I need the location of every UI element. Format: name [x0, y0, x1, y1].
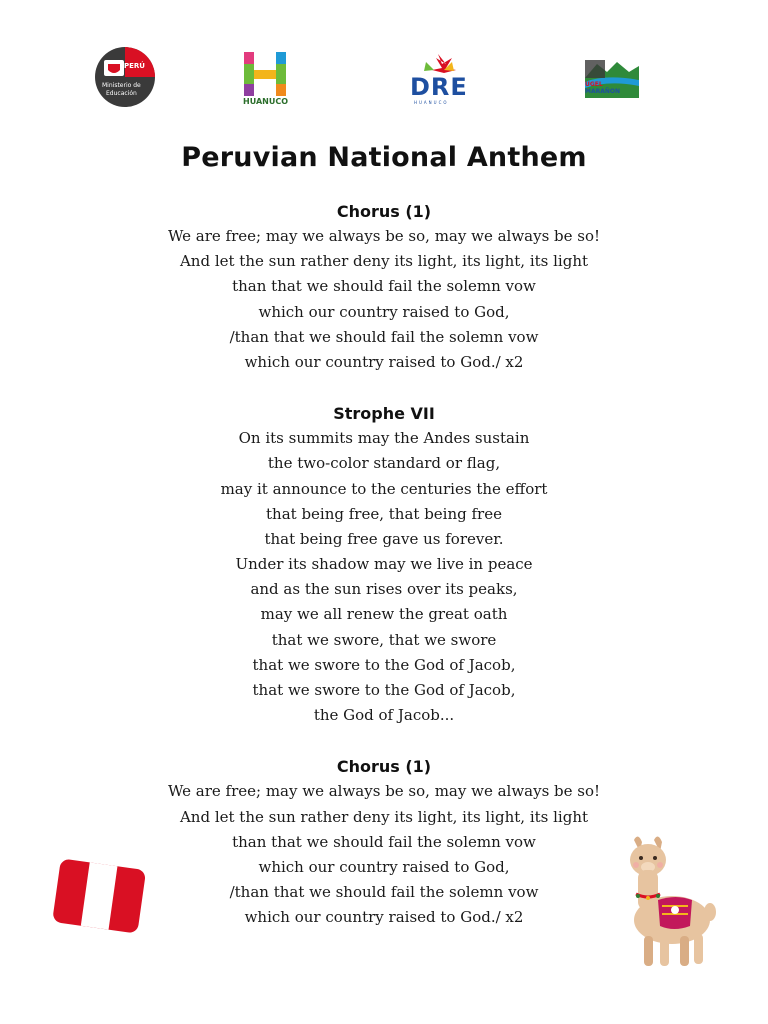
lyric-line: the God of Jacob...: [313, 706, 455, 725]
ugel-logo-text: UGEL: [585, 81, 603, 88]
logo-peru-text: PERÚ: [124, 62, 145, 70]
lyric-line: than that we should fail the solemn vow: [232, 277, 536, 296]
lyric-line: which our country raised to God./ x2: [244, 352, 524, 371]
lyric-line: We are free; may we always be so, may we always be so!: [167, 227, 601, 245]
lyric-line: that we swore, that we swore: [271, 630, 497, 649]
ugel-maranon-logo: [585, 60, 639, 100]
ministerio-educacion-logo: [94, 46, 156, 108]
lyric-line: which our country raised to God,: [258, 302, 510, 321]
llama-illustration: [614, 832, 718, 976]
dre-logo-subtext: HUANUCO: [414, 100, 449, 105]
lyric-line: On its summits may the Andes sustain: [238, 429, 530, 448]
lyric-line: which our country raised to God,: [258, 857, 510, 876]
lyric-line: and as the sun rises over its peaks,: [250, 580, 518, 599]
lyric-line: may it announce to the centuries the effort: [220, 479, 548, 498]
lyric-line: And let the sun rather deny its light, its light, its light: [179, 252, 589, 271]
section-spacer: [0, 728, 768, 754]
lyric-line: Under its shadow may we live in peace: [235, 555, 533, 574]
lyric-line: that being free, that being free: [266, 504, 502, 523]
lyric-line: that we swore to the God of Jacob,: [252, 681, 516, 699]
section-heading: Chorus (1): [336, 757, 432, 777]
maranon-logo-text: MARAÑON: [585, 88, 621, 95]
lyric-line: /than that we should fail the solemn vow: [229, 883, 539, 902]
section-strophe-vii: [0, 401, 768, 728]
section-spacer: [0, 375, 768, 401]
lyric-line: the two-color standard or flag,: [267, 454, 501, 473]
page-title: Peruvian National Anthem: [181, 142, 587, 173]
peru-flag-icon: [50, 856, 148, 942]
dre-logo-text: DRE: [410, 73, 468, 101]
section-heading: Chorus (1): [336, 202, 432, 221]
lyric-line: that being free gave us forever.: [264, 529, 504, 548]
lyric-line: than that we should fail the solemn vow: [232, 832, 536, 851]
logo-ministerio-text: Ministerio de: [102, 82, 141, 89]
section-heading: Strophe VII: [333, 404, 435, 424]
huanuco-logo-text: HUANUCO: [243, 97, 288, 106]
dre-logo: [408, 52, 470, 106]
section-chorus-1: [0, 199, 768, 375]
huanuco-logo: [242, 50, 288, 108]
lyric-line: /than that we should fail the solemn vow: [229, 327, 539, 346]
lyric-line: may we all renew the great oath: [260, 605, 508, 624]
lyric-line: which our country raised to God./ x2: [244, 908, 524, 927]
logo-educacion-text: Educación: [106, 90, 137, 97]
lyric-line: We are free; may we always be so, may we always be so!: [167, 782, 601, 801]
lyric-line: And let the sun rather deny its light, its light, its light: [179, 807, 589, 826]
logo-header: [0, 0, 768, 120]
anthem-lyrics: [0, 199, 768, 931]
lyric-line: that we swore to the God of Jacob,: [252, 655, 516, 674]
